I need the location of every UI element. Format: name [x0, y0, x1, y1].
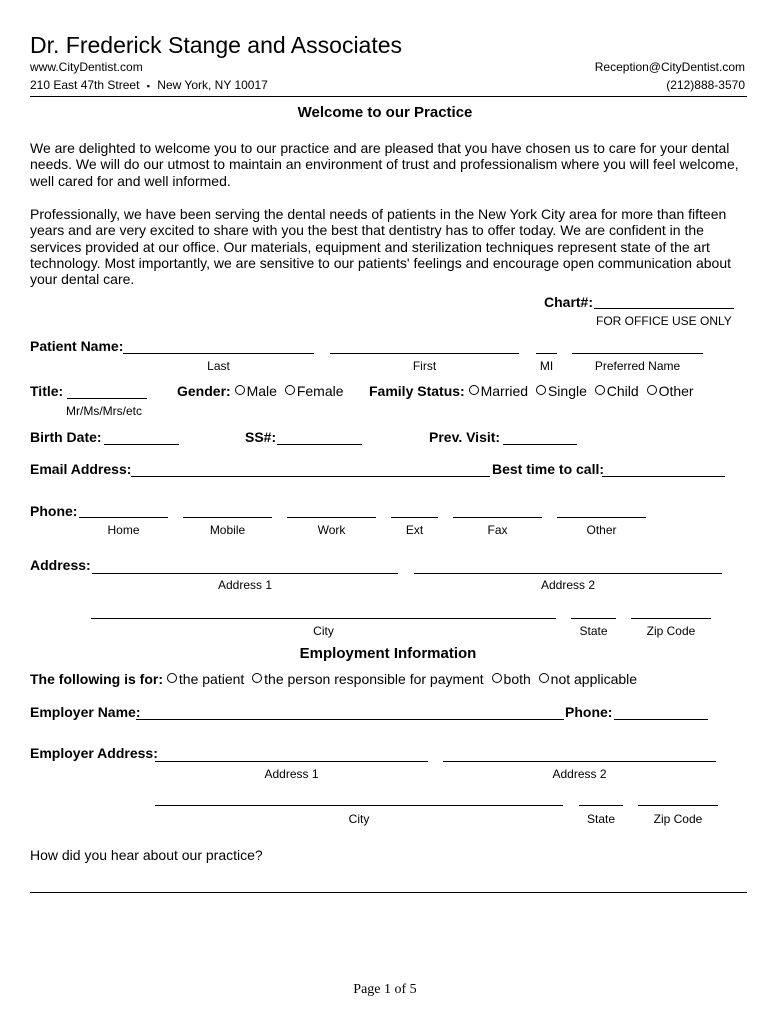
employer-zip-caption: Zip Code [653, 812, 703, 826]
office-use-note: FOR OFFICE USE ONLY [596, 314, 732, 328]
address1-field[interactable] [92, 573, 398, 574]
preferred-name-field[interactable] [572, 353, 703, 354]
employment-title: Employment Information [299, 645, 477, 662]
female-option: Female [296, 383, 344, 399]
patient-radio[interactable] [167, 673, 177, 683]
employer-address2-field[interactable] [443, 761, 716, 762]
employer-state-field[interactable] [579, 805, 623, 806]
patient-name-label: Patient Name: [30, 338, 124, 354]
employer-address-label: Employer Address: [30, 745, 158, 761]
first-caption: First [412, 359, 437, 373]
responsible-radio[interactable] [252, 673, 262, 683]
phone-label: Phone: [30, 503, 78, 519]
last-caption: Last [207, 359, 230, 373]
zip-field[interactable] [631, 618, 711, 619]
female-radio[interactable] [285, 385, 295, 395]
welcome-paragraph-2: Professionally, we have been serving the dental needs of patients in the New York City area for more than fifteen years and are very excited to share with you the best that dentistry has to offer today. We are confident in the services provided at our office. Our materials, equipment and sterilization techniques represent state of the art technology. Most importantly, we are sensitive to our patients' feelings and encourage open communication about your dental care. [30, 206, 732, 288]
email: Reception@CityDentist.com [594, 60, 745, 74]
prev-visit-field[interactable] [503, 444, 577, 445]
fax-caption: Fax [487, 523, 508, 537]
welcome-paragraph-1: We are delighted to welcome you to our practice and are pleased that you have chosen us to care for your dental needs. We will do our utmost to maintain an environment of trust and professionalism where you will feel welcome, well cared for and well informed. [30, 140, 739, 189]
prev-visit-label: Prev. Visit: [429, 429, 501, 445]
employer-name-field[interactable] [136, 719, 564, 720]
chart-label: Chart#: [544, 294, 594, 310]
employer-address1-caption: Address 1 [264, 767, 319, 781]
ss-field[interactable] [277, 444, 362, 445]
employer-address1-field[interactable] [155, 761, 428, 762]
fax-field[interactable] [453, 517, 542, 518]
website: www.CityDentist.com [30, 60, 143, 74]
child-radio[interactable] [595, 385, 605, 395]
employer-address2-caption: Address 2 [552, 767, 607, 781]
mobile-caption: Mobile [209, 523, 246, 537]
street-address [30, 78, 268, 92]
employer-zip-field[interactable] [638, 805, 718, 806]
state-field[interactable] [571, 618, 616, 619]
title-label: Title: [30, 383, 64, 399]
state-caption: State [579, 624, 608, 638]
other-option: Other [658, 383, 694, 399]
referral-question: How did you hear about our practice? [30, 847, 263, 863]
mobile-phone-field[interactable] [183, 517, 272, 518]
best-time-field[interactable] [602, 476, 725, 477]
work-caption: Work [317, 523, 346, 537]
bullet-separator: ▪ [146, 81, 150, 91]
family-status-group [369, 383, 694, 399]
last-name-field[interactable] [123, 353, 314, 354]
employer-phone-label: Phone: [565, 704, 613, 720]
employment-for-group [30, 671, 637, 687]
other-radio[interactable] [647, 385, 657, 395]
title-field[interactable] [67, 398, 147, 399]
city-caption: City [313, 624, 334, 638]
child-option: Child [606, 383, 639, 399]
home-caption: Home [107, 523, 140, 537]
welcome-title: Welcome to our Practice [297, 104, 473, 121]
both-radio[interactable] [492, 673, 502, 683]
na-option: not applicable [550, 671, 638, 687]
chart-field[interactable] [594, 308, 734, 309]
practice-name: Dr. Frederick Stange and Associates [30, 32, 403, 58]
married-option: Married [480, 383, 529, 399]
employer-city-caption: City [348, 812, 370, 826]
address1-caption: Address 1 [217, 578, 273, 592]
responsible-option: the person responsible for payment [264, 671, 484, 687]
page-number: Page 1 of 5 [353, 982, 417, 997]
patient-option: the patient [178, 671, 245, 687]
other-phone-field[interactable] [557, 517, 646, 518]
mi-caption: MI [539, 359, 554, 373]
first-name-field[interactable] [330, 353, 519, 354]
gender-group [177, 383, 344, 399]
male-radio[interactable] [235, 385, 245, 395]
address2-field[interactable] [414, 573, 722, 574]
male-option: Male [246, 383, 277, 399]
address-label: Address: [30, 557, 91, 573]
city-field[interactable] [91, 618, 556, 619]
single-option: Single [547, 383, 587, 399]
home-phone-field[interactable] [79, 517, 168, 518]
employer-state-caption: State [586, 812, 616, 826]
birth-date-field[interactable] [104, 444, 179, 445]
married-radio[interactable] [469, 385, 479, 395]
employer-name-label: Employer Name: [30, 704, 141, 720]
na-radio[interactable] [539, 673, 549, 683]
mi-field[interactable] [536, 353, 557, 354]
header-divider [30, 96, 747, 97]
ext-caption: Ext [405, 523, 424, 537]
employment-for-label: The following is for: [30, 671, 163, 687]
best-time-label: Best time to call: [492, 461, 605, 477]
preferred-caption: Preferred Name [594, 359, 681, 373]
zip-caption: Zip Code [646, 624, 696, 638]
both-option: both [503, 671, 531, 687]
email-field[interactable] [131, 476, 490, 477]
address2-caption: Address 2 [540, 578, 596, 592]
email-label: Email Address: [30, 461, 132, 477]
single-radio[interactable] [536, 385, 546, 395]
title-hint: Mr/Ms/Mrs/etc [66, 404, 142, 418]
other-caption: Other [586, 523, 617, 537]
city-state-zip: New York, NY 10017 [157, 78, 268, 92]
work-phone-field[interactable] [287, 517, 376, 518]
phone: (212)888-3570 [666, 78, 745, 92]
ext-field[interactable] [391, 517, 438, 518]
birth-date-label: Birth Date: [30, 429, 102, 445]
employer-phone-field[interactable] [614, 719, 708, 720]
family-status-label: Family Status: [369, 383, 465, 399]
street: 210 East 47th Street [30, 78, 140, 92]
referral-field[interactable] [30, 892, 747, 893]
ss-label: SS#: [245, 429, 277, 445]
employer-city-field[interactable] [155, 805, 563, 806]
gender-label: Gender: [177, 383, 231, 399]
